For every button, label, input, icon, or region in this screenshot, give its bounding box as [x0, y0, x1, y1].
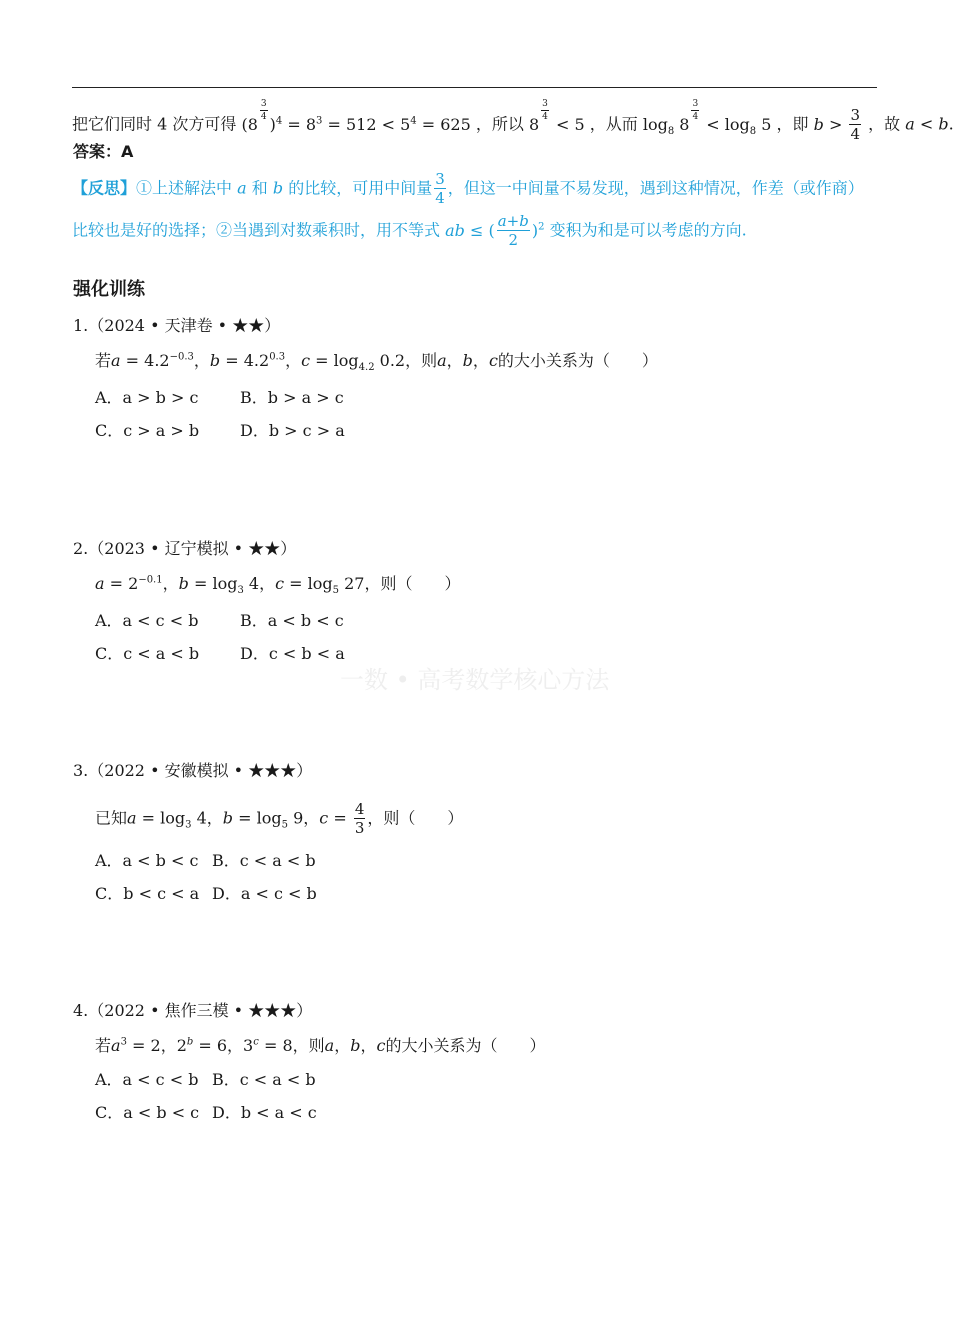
intro-text: 把它们同时 4 次方可得 — [72, 114, 237, 134]
q4-option-a[interactable]: A．a < c < b — [95, 1070, 199, 1089]
q3-option-d[interactable]: D．a < c < b — [212, 884, 317, 903]
question-4-head: 4.（2022 • 焦作三模 • ★★★） — [73, 1001, 313, 1020]
question-1-stem: 若$a = 4.2^{-0.3}$，$b = 4.2^{0.3}$，$c = \log_{4.2} 0.2$，则a，b，c的大小关系为（ ） — [95, 351, 658, 374]
q2-option-c[interactable]: C．c < a < b — [95, 644, 200, 663]
q2-option-d[interactable]: D．c < b < a — [240, 644, 345, 663]
q1-option-c[interactable]: C．c > a > b — [95, 421, 200, 440]
reflection-line-2: 比较也是好的选择；②当遇到对数乘积时，用不等式 ab ≤ ( $\frac{a+b}{2}$ )$^2$ 变积为和是可以考虑的方向. — [72, 212, 747, 249]
q3-option-c[interactable]: C．b < c < a — [95, 884, 200, 903]
question-1-head: 1.（2024 • 天津卷 • ★★） — [73, 316, 281, 335]
q1-option-d[interactable]: D．b > c > a — [240, 421, 345, 440]
top-rule — [72, 87, 877, 88]
reflection-line-1: 【反思】①上述解法中 a 和 b 的比较，可用中间量 $\frac{3}{4}$ ，但这一中间量不易发现，遇到这种情况，作差（或作商） — [72, 170, 864, 207]
intro-expr-log: $\log_8 8$ $^{\frac{3}{4}}$ < $\log_8 5$ — [642, 99, 772, 137]
reflection-label: 【反思】 — [72, 178, 137, 198]
section-title: 强化训练 — [73, 279, 145, 300]
intro-expr-conclusion: a < b — [905, 114, 949, 134]
intro-expr-b: b > $\frac{3}{4}$ — [813, 106, 861, 144]
q4-option-d[interactable]: D．b < a < c — [212, 1103, 317, 1122]
q2-option-a[interactable]: A．a < c < b — [95, 611, 199, 630]
question-3-stem: 已知$a = \log_3 4$，$b = \log_5 9$，c = $\frac{4}{3}$ ，则（ ） — [95, 800, 464, 837]
inequality-expr: ab ≤ ( $\frac{a+b}{2}$ )$^2$ — [445, 212, 545, 249]
q1-option-a[interactable]: A．a > b > c — [95, 388, 199, 407]
intro-line: 把它们同时 4 次方可得 (8 $^{\frac{3}{4}}$ )$^4 = 8^3 = 512 < 5^4 = 625$ ，所以 8 $^{\frac{3}{4}}$ < 5 ，从而 $\log_8 8$ $^{\frac{3}{4}}$ < $\log_8 5$ ，即 b > $\frac{3}{4}$ ，故 a < b. — [72, 99, 954, 144]
intro-expr-power: (8 $^{\frac{3}{4}}$ )$^4 = 8^3 = 512 < 5^4 = 625$ — [241, 99, 471, 134]
intro-expr-compare: 8 $^{\frac{3}{4}}$ < 5 — [528, 99, 585, 134]
question-2-stem: $a = 2^{-0.1}$，$b = \log_3 4$，$c = \log_5 27$，则（ ） — [95, 574, 461, 597]
q3-option-a[interactable]: A．a < b < c — [95, 851, 199, 870]
watermark: 一数 • 高考数学核心方法 — [340, 666, 610, 694]
q3-option-b[interactable]: B．c < a < b — [212, 851, 316, 870]
fraction-three-quarters: $\frac{3}{4}$ — [435, 170, 445, 207]
q2-option-b[interactable]: B．a < b < c — [240, 611, 344, 630]
question-3-head: 3.（2022 • 安徽模拟 • ★★★） — [73, 761, 313, 780]
question-2-head: 2.（2023 • 辽宁模拟 • ★★） — [73, 539, 297, 558]
q4-option-c[interactable]: C．a < b < c — [95, 1103, 200, 1122]
question-4-stem: 若$a^3 = 2$，$2^b = 6$，$3^c = 8$，则a，b，c的大小关系为（ ） — [95, 1036, 546, 1055]
q1-option-b[interactable]: B．b > a > c — [240, 388, 344, 407]
q4-option-b[interactable]: B．c < a < b — [212, 1070, 316, 1089]
answer: 答案：A — [73, 142, 134, 161]
